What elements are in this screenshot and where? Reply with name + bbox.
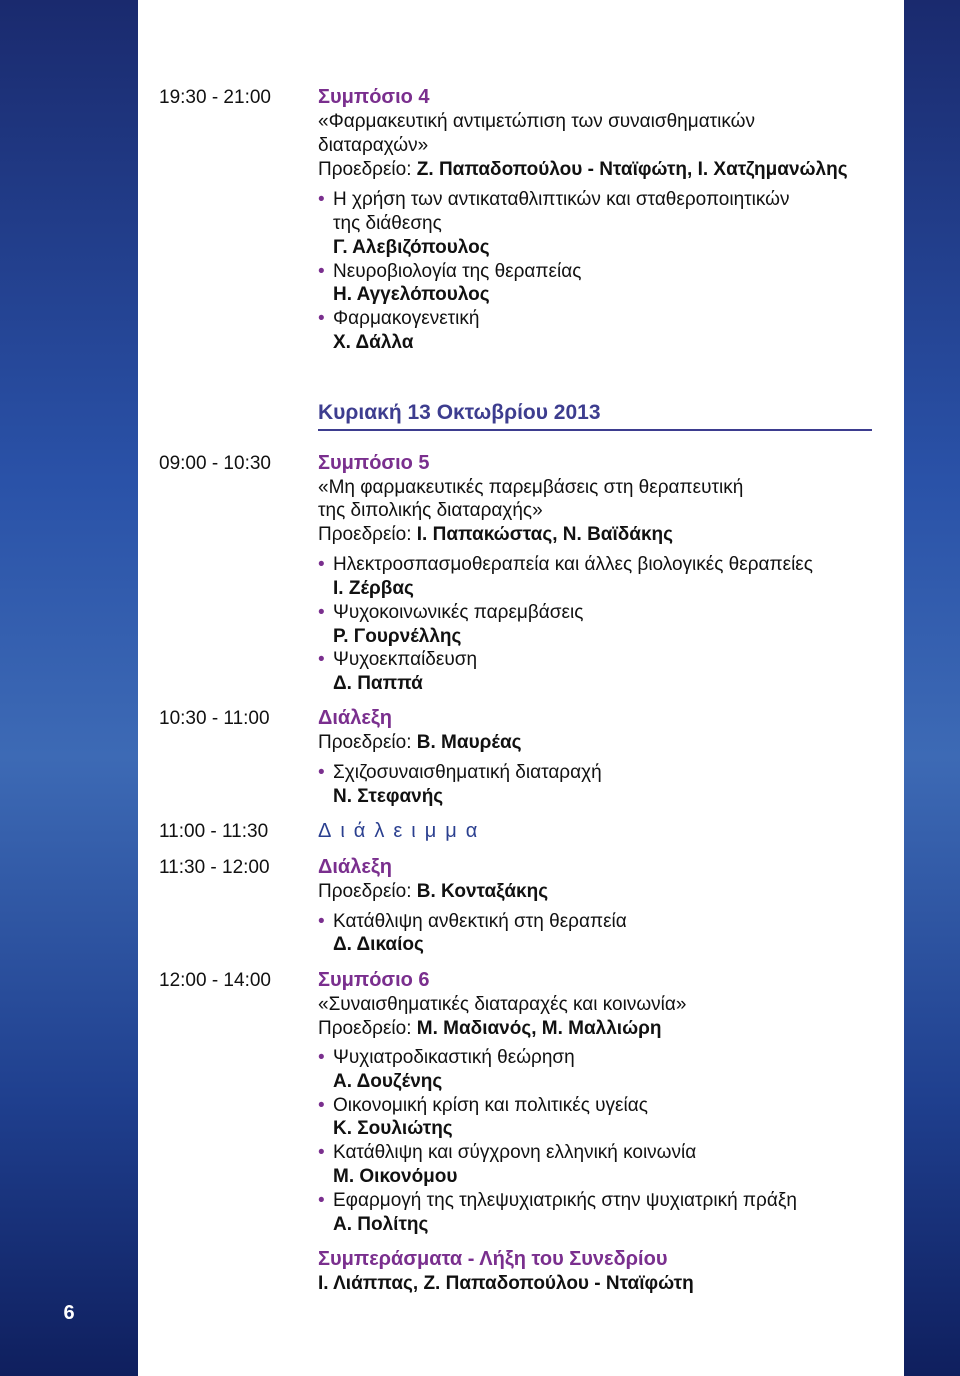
talk-speaker: Ν. Στεφανής — [333, 786, 444, 807]
talk-item — [318, 1094, 648, 1117]
chair-names: Β. Μαυρέας — [416, 732, 522, 753]
talk-item — [318, 1046, 575, 1069]
session-chairs — [318, 1017, 661, 1040]
talk-item — [318, 648, 477, 671]
closing-title: Συμπεράσματα - Λήξη του Συνεδρίου — [318, 1248, 668, 1270]
chair-label: Προεδρείο: — [318, 732, 417, 753]
talk-item — [318, 260, 581, 283]
talk-title: Φαρμακογενετική — [333, 308, 480, 329]
talk-item — [318, 910, 627, 933]
closing-speakers: Ι. Λιάππας, Ζ. Παπαδοπούλου - Νταϊφώτη — [318, 1273, 694, 1294]
page-number: 6 — [63, 1302, 75, 1324]
chair-names: Ζ. Παπαδοπούλου - Νταϊφώτη, Ι. Χατζημανώλης — [416, 159, 848, 180]
session-time: 09:00 - 10:30 — [159, 453, 271, 474]
session-title: Συμπόσιο 5 — [318, 452, 430, 474]
talk-title: Ψυχιατροδικαστική θεώρηση — [333, 1047, 575, 1068]
talk-speaker: Κ. Σουλιώτης — [333, 1118, 453, 1139]
talk-title: Ψυχοκοινωνικές παρεμβάσεις — [333, 602, 584, 623]
chair-label: Προεδρείο: — [318, 881, 417, 902]
session-subtitle: «Φαρμακευτική αντιμετώπιση των συναισθηματικών — [318, 111, 756, 132]
talk-speaker: Χ. Δάλλα — [333, 332, 414, 353]
session-time: 12:00 - 14:00 — [159, 970, 271, 991]
talk-title: Εφαρμογή της τηλεψυχιατρικής στην ψυχιατρική πράξη — [333, 1190, 797, 1211]
talk-title: Η χρήση των αντικαταθλιπτικών και σταθεροποιητικών — [333, 189, 790, 210]
session-chairs — [318, 158, 848, 181]
talk-speaker: Μ. Οικονόμου — [333, 1166, 458, 1187]
talk-item — [318, 601, 583, 624]
session-title: Συμπόσιο 6 — [318, 969, 430, 991]
session-chairs — [318, 731, 522, 754]
talk-item — [318, 188, 789, 211]
session-time: 11:00 - 11:30 — [159, 821, 269, 842]
chair-label: Προεδρείο: — [318, 1018, 417, 1039]
talk-item — [318, 307, 479, 330]
talk-item — [318, 761, 602, 784]
talk-title: Κατάθλιψη ανθεκτική στη θεραπεία — [333, 911, 627, 932]
session-title: Διάλεξη — [318, 856, 392, 878]
talk-item — [318, 1141, 696, 1164]
talk-speaker: Α. Πολίτης — [333, 1214, 429, 1235]
chair-label: Προεδρείο: — [318, 159, 417, 180]
talk-speaker: Ρ. Γουρνέλλης — [333, 626, 462, 647]
talk-title: της διάθεσης — [333, 213, 442, 234]
chair-names: Β. Κονταξάκης — [416, 881, 549, 902]
talk-speaker: Ι. Ζέρβας — [333, 578, 414, 599]
session-chairs — [318, 523, 673, 546]
session-time: 11:30 - 12:00 — [159, 857, 270, 878]
chair-names: Μ. Μαδιανός, Μ. Μαλλιώρη — [416, 1018, 662, 1039]
chair-names: Ι. Παπακώστας, Ν. Βαϊδάκης — [416, 524, 674, 545]
talk-speaker: Α. Δουζένης — [333, 1071, 443, 1092]
session-title: Συμπόσιο 4 — [318, 86, 430, 108]
talk-title: Οικονομική κρίση και πολιτικές υγείας — [333, 1095, 648, 1116]
talk-title: Ψυχοεκπαίδευση — [333, 649, 478, 670]
talk-speaker: Δ. Παππά — [333, 673, 423, 694]
break-label: Διάλειμμα — [318, 820, 487, 842]
chair-label: Προεδρείο: — [318, 524, 417, 545]
session-subtitle: της διπολικής διαταραχής» — [318, 500, 543, 521]
talk-speaker: Γ. Αλεβιζόπουλος — [333, 237, 490, 258]
talk-title: Νευροβιολογία της θεραπείας — [333, 261, 582, 282]
talk-item — [318, 553, 813, 576]
session-subtitle: «Μη φαρμακευτικές παρεμβάσεις στη θεραπευτική — [318, 477, 744, 498]
session-title: Διάλεξη — [318, 707, 392, 729]
session-chairs — [318, 880, 548, 903]
talk-title: Σχιζοσυναισθηματική διαταραχή — [333, 762, 602, 783]
day-heading: Κυριακή 13 Οκτωβρίου 2013 — [318, 401, 872, 431]
talk-title: Κατάθλιψη και σύγχρονη ελληνική κοινωνία — [333, 1142, 697, 1163]
session-subtitle: «Συναισθηματικές διαταραχές και κοινωνία» — [318, 994, 687, 1015]
talk-speaker: Δ. Δικαίος — [333, 934, 424, 955]
session-time: 10:30 - 11:00 — [159, 708, 270, 729]
session-time: 19:30 - 21:00 — [159, 87, 271, 108]
talk-item — [318, 1189, 797, 1212]
talk-title: Ηλεκτροσπασμοθεραπεία και άλλες βιολογικές θεραπείες — [333, 554, 813, 575]
session-subtitle: διαταραχών» — [318, 135, 429, 156]
talk-speaker: Η. Αγγελόπουλος — [333, 284, 490, 305]
